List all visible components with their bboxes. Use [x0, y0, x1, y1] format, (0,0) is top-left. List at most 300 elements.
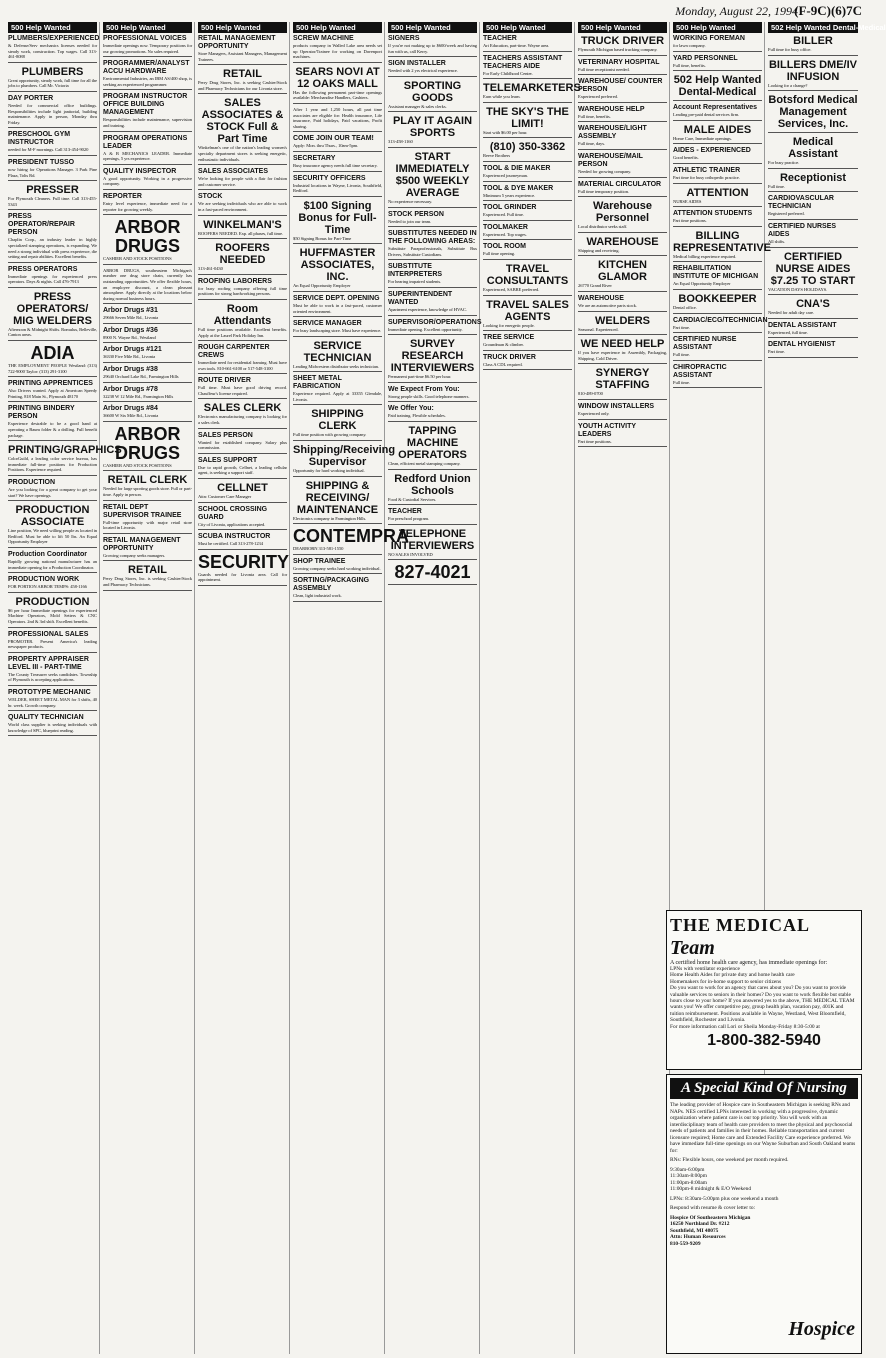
- classified-ad: [483, 35, 572, 52]
- ad-heading: We Expect From You:: [388, 385, 460, 393]
- classified-ad: [103, 307, 192, 324]
- ad-body: Registered preferred.: [768, 211, 805, 217]
- classified-ad: [768, 251, 858, 296]
- nursing-apply: Respond with resume & cover letter to:: [670, 1205, 756, 1211]
- ad-heading: QUALITY TECHNICIAN: [8, 714, 84, 722]
- ad-body: Full time position with growing company.: [293, 432, 367, 438]
- ad-divider: [578, 149, 667, 150]
- classified-ad: [8, 35, 100, 63]
- ad-heading: (810) 350-3362: [489, 141, 566, 154]
- nursing-address-line: 810-559-9209: [670, 1240, 701, 1247]
- ad-body: for lawn company.: [673, 43, 706, 48]
- classified-ad: [768, 172, 858, 193]
- ad-divider: [768, 90, 858, 91]
- classified-ad: [578, 295, 667, 312]
- nursing-address: [670, 1215, 858, 1248]
- ad-body: Local distributor seeks staff.: [578, 224, 628, 230]
- ad-heading: Arbor Drugs #36: [103, 326, 158, 334]
- ad-heading: SHEET METAL FABRICATION: [293, 375, 342, 391]
- ad-heading: Medical Assistant: [788, 136, 838, 161]
- ad-divider: [578, 74, 667, 75]
- ad-divider: [293, 62, 382, 63]
- ad-body: An Equal Opportunity Employer: [673, 281, 731, 287]
- classified-ad: [388, 425, 477, 470]
- classified-ad: [8, 213, 97, 262]
- ad-divider: [293, 103, 382, 104]
- ad-heading: SPORTING GOODS: [403, 79, 462, 104]
- ad-divider: [8, 735, 97, 736]
- ad-body: Full time receptionist needed.: [578, 66, 630, 72]
- classified-ad: [293, 66, 382, 104]
- ad-heading: YARD PERSONNEL: [673, 54, 738, 62]
- ad-body: World class supplier is seeking individuals with knowledge of SPC, blueprint reading.: [8, 722, 97, 733]
- ad-heading: Redford Union Schools: [394, 472, 471, 497]
- ad-divider: [293, 404, 382, 405]
- ad-heading: PROFESSIONAL SALES: [8, 630, 89, 638]
- ad-divider: [483, 239, 572, 240]
- ad-heading: SUPERINTENDENT WANTED: [388, 290, 453, 306]
- ad-divider: [578, 334, 667, 335]
- ad-body: Start with $6.00 per hour.: [483, 129, 528, 135]
- ad-divider: [388, 504, 477, 505]
- classified-ad: [198, 482, 287, 503]
- classified-column: [576, 22, 670, 1354]
- ad-body: All shifts.: [768, 238, 786, 244]
- ad-heading: Receptionist: [779, 171, 846, 184]
- ad-heading: PRODUCTION: [15, 595, 90, 608]
- ad-divider: [103, 264, 192, 265]
- ad-divider: [198, 164, 287, 165]
- ad-divider: [8, 710, 97, 711]
- ad-divider: [198, 189, 287, 190]
- ad-divider: [103, 421, 192, 422]
- classified-ad: [198, 344, 287, 374]
- ad-divider: [768, 55, 858, 56]
- classified-ad: [293, 375, 382, 405]
- ad-heading: CONTEMPRA: [293, 526, 409, 547]
- classified-ad: [673, 293, 762, 314]
- ad-heading: PROGRAM INSTRUCTOR OFFICE BUILDING MANAGEMENT: [103, 93, 188, 117]
- ad-divider: [578, 399, 667, 400]
- ad-divider: [198, 428, 287, 429]
- ad-heading: SCREW MACHINE: [293, 35, 354, 42]
- ad-body: 36600 W Six Mile Rd., Livonia: [103, 413, 159, 419]
- ad-body: Apartment experience, knowledge of HVAC.: [388, 306, 467, 312]
- ad-heading: SCHOOL CROSSING GUARD: [198, 505, 268, 521]
- medical-team-contact: For more information call Lori or Sheila Monday-Friday 8:30-5:00 at: [670, 1023, 820, 1030]
- ad-heading: START IMMEDIATELY $500 WEEKLY AVERAGE: [395, 150, 470, 199]
- ad-divider: [768, 132, 858, 133]
- ad-heading: WAREHOUSE/MAIL PERSON: [578, 152, 643, 168]
- classified-ad: [578, 181, 667, 198]
- ad-heading: SERVICE DEPT. OPENING: [293, 294, 380, 302]
- ad-body: Needed for large sporting goods store. Full or part-time. Apply in person.: [103, 486, 192, 498]
- classified-ad: [768, 94, 858, 133]
- classified-ad: [8, 504, 97, 548]
- ad-divider: [483, 295, 572, 296]
- ad-divider: [483, 259, 572, 260]
- ad-body: Needed for commercial office buildings. Responsibilities include light janitorial, building maintenance. Apply in person, Monday thru Friday.: [8, 102, 97, 125]
- classified-column: [101, 22, 195, 1354]
- ad-body: Experience required. Apply at 33355 Glendale, Livonia.: [293, 391, 382, 402]
- ad-divider: [8, 91, 97, 92]
- classified-ad: [8, 380, 97, 402]
- ad-body: Earn while you learn.: [483, 94, 521, 100]
- ad-body: Part time.: [673, 324, 690, 330]
- classified-ad: [768, 341, 858, 358]
- ad-divider: [103, 214, 192, 215]
- ad-body: Leading pre-paid dental services firm.: [673, 112, 740, 118]
- ad-divider: [8, 209, 97, 210]
- ad-heading: SUPERVISOR/OPERATIONS: [388, 318, 482, 326]
- ad-divider: [483, 181, 572, 182]
- ad-heading: PRODUCTION ASSOCIATE: [15, 504, 90, 529]
- ad-heading: SHOP TRAINEE: [293, 557, 346, 565]
- classified-ad: [578, 125, 667, 150]
- ad-body: Rapidly growing national manufacturer has an immediate opening for a Production Coordinator.: [8, 558, 97, 570]
- ad-heading: SALES PERSON: [198, 431, 253, 439]
- ad-divider: [293, 316, 382, 317]
- ad-body: Home Care, Immediate openings.: [673, 135, 732, 141]
- ad-divider: [768, 247, 858, 248]
- ad-divider: [388, 559, 477, 560]
- ad-heading: CARDIAC/ECG/TECHNICIAN: [673, 316, 768, 324]
- nursing-body: The leading provider of Hospice care in Southeastern Michigan is seeking RNs and NAPs. NES certified LPNs interested in working with a progressive, dynamic organization where patient care is our top priority. You will work with an interdisciplinary team of health care providers to meet the physical and psychosocial needs of patients and families in their homes. Reliable transportation and current licensure required; Home care and Extended Facility Care experience preferred. We have immediate full-time openings on our Wayne Suburban and South Oakland teams for:: [670, 1102, 856, 1154]
- ad-divider: [483, 220, 572, 221]
- classified-ad: [8, 714, 97, 736]
- ad-divider: [483, 51, 572, 52]
- ad-divider: [198, 299, 287, 300]
- ad-heading: DENTAL ASSISTANT: [768, 321, 837, 329]
- ad-heading: SALES ASSOCIATES: [198, 168, 269, 176]
- ad-heading: VETERINARY HOSPITAL: [578, 58, 660, 66]
- classified-ad: [388, 405, 477, 422]
- classified-ad: [198, 303, 287, 341]
- classified-ad: [198, 242, 287, 275]
- ad-heading: DENTAL HYGIENIST: [768, 341, 836, 349]
- ad-body: ColorGuild, a leading color service bureau, has immediate full-time positions for Production Positions. Experience required.: [8, 456, 97, 473]
- classified-ad: [8, 596, 97, 628]
- ad-divider: [198, 238, 287, 239]
- classified-ad: [293, 35, 382, 63]
- ad-divider: [768, 294, 858, 295]
- ad-divider: [673, 206, 762, 207]
- ad-divider: [483, 161, 572, 162]
- ad-body: FOR PORTION ARBOR TEMPS: 458-1166: [8, 584, 87, 590]
- ad-divider: [293, 476, 382, 477]
- classified-ad: [388, 80, 477, 113]
- ad-body: Store Managers, Assistant Managers, Management Trainees.: [198, 51, 287, 62]
- column-header: 500 Help Wanted: [8, 22, 97, 33]
- ad-divider: [103, 189, 192, 190]
- ad-heading: PRINTING BINDERY PERSON: [8, 405, 75, 421]
- ad-heading: SECURITY OFFICERS: [293, 174, 366, 182]
- ad-divider: [388, 334, 477, 335]
- classified-ad: [483, 55, 572, 80]
- ad-body: & Defense/Serv mechanics licenses needed for steady work, construction. Top wages. Call 313-461-8088: [8, 43, 97, 60]
- classified-ad: [8, 631, 97, 653]
- ad-heading: RETAIL MANAGEMENT OPPORTUNITY: [198, 35, 276, 50]
- ad-heading: BILLERS DME/IV INFUSION: [768, 58, 857, 83]
- ad-body: If you have experience in: Assembly, Packaging, Shipping, Cold Driver.: [578, 350, 667, 361]
- classified-ad: [198, 219, 287, 240]
- ad-divider: [578, 311, 667, 312]
- ad-body: Good benefits.: [673, 155, 699, 161]
- classified-ad: [103, 93, 192, 131]
- classified-ad: [578, 153, 667, 178]
- ad-body: If you're not making up to $600/week and having fun with us, call Kerry.: [388, 43, 477, 54]
- ad-divider: [483, 200, 572, 201]
- ad-divider: [293, 573, 382, 574]
- ad-divider: [673, 100, 762, 101]
- ad-body: No experience necessary.: [388, 198, 433, 204]
- ad-body: Full time.: [673, 352, 690, 358]
- column-header: 500 Help Wanted: [293, 22, 382, 33]
- nursing-shift: 11:30am-8:00pm: [670, 1173, 707, 1179]
- ad-body: for busy roofing company offering full time positions for strong hardworking persons.: [198, 285, 287, 297]
- classified-column: [6, 22, 122, 1354]
- medical-team-openings: [670, 966, 858, 985]
- ad-heading: STOCK: [198, 193, 223, 201]
- ad-body: $6 per hour Immediate openings for experienced Machine Operators, Mold Setters & CNC Operators. 2nd & 3rd shift. Excellent benefits.: [8, 607, 97, 624]
- ad-body: For preschool program.: [388, 516, 430, 522]
- classified-ad: [578, 106, 667, 123]
- ad-body: The County Treasurer seeks candidates. Township of Plymouth is accepting applications.: [8, 671, 97, 683]
- medical-team-ad: [666, 910, 862, 1070]
- ad-divider: [388, 584, 477, 585]
- ad-divider: [103, 342, 192, 343]
- ad-heading: We Offer You:: [388, 405, 434, 413]
- classified-ad: [673, 316, 768, 334]
- classified-ad: [103, 346, 192, 363]
- classified-ad: [388, 291, 477, 316]
- ad-body: Groundman & climber.: [483, 342, 524, 348]
- ad-divider: [293, 171, 382, 172]
- ad-divider: [578, 232, 667, 233]
- page-date: Monday, August 22, 1994: [675, 4, 798, 18]
- ad-heading: TAPPING MACHINE OPERATORS: [398, 424, 467, 461]
- ad-divider: [388, 147, 477, 148]
- ad-divider: [198, 549, 287, 550]
- ad-divider: [483, 78, 572, 79]
- ad-divider: [578, 255, 667, 256]
- ad-divider: [768, 219, 858, 220]
- medical-team-body: Do you want to work for an agency that cares about you? Do you want to provide valuable services to seniors in their homes? Do you want to work flexible but stable hours close to your home? If you answered yes to the above, THE MEDICAL TEAM wants you! We offer competitive pay, group health plan, vacation pay, 401K and tuition reimbursement. Positions available in Wayne, Westland, West Bloomfield, Southfield, Rochester and Livonia.: [670, 985, 855, 1024]
- ad-heading: PROGRAM OPERATIONS LEADER: [103, 134, 188, 150]
- ad-heading: HUFFMASTER ASSOCIATES, INC.: [299, 247, 376, 284]
- ad-heading: TEACHER: [388, 508, 422, 516]
- ad-body: Immediate opening. Excellent opportunity.: [388, 326, 463, 332]
- ad-body: Reeve Brothers: [483, 153, 511, 159]
- ad-body: Full time.: [768, 183, 785, 189]
- ad-divider: [103, 164, 192, 165]
- classified-ad: [293, 526, 409, 555]
- ad-body: Afternoon & Midnight Shifts. Romulus, Belleville, Canton areas.: [8, 326, 98, 338]
- nursing-lpns: LPNs: 8:30am-5:00pm plus one weekend a month: [670, 1195, 779, 1202]
- ad-heading: TOOL & DYE MAKER: [483, 184, 554, 192]
- ad-body: Needed for adult day care.: [768, 310, 814, 316]
- ad-heading: REPORTER: [103, 192, 142, 200]
- ad-body: For Plymouth Cleaners. Full time. Call 313-455-5343: [8, 196, 97, 207]
- ad-divider: [578, 196, 667, 197]
- ad-body: Experienced, SABRE preferred.: [483, 286, 540, 292]
- ad-body: products company in Walled Lake area needs set up Operator/Trainee for working on Davenport machines.: [293, 43, 382, 60]
- classified-ad: [198, 402, 287, 428]
- ad-heading: WE NEED HELP: [580, 338, 665, 351]
- ad-heading: PRINTING APPRENTICES: [8, 380, 93, 388]
- ad-divider: [8, 475, 97, 476]
- ad-divider: [103, 131, 192, 132]
- classified-ad: [768, 35, 858, 56]
- ad-divider: [578, 55, 667, 56]
- ad-body: 36330 Five Mile Rd., Livonia: [103, 354, 156, 360]
- classified-ad: [198, 506, 287, 531]
- ad-body: Art Education, part-time. Wayne area.: [483, 43, 550, 48]
- nursing-shifts: [670, 1167, 858, 1193]
- classified-ad: [578, 315, 667, 336]
- ad-divider: [388, 111, 477, 112]
- ad-body: Immediate openings for experienced press operators. Days & nights. Call 476-7913: [8, 273, 97, 285]
- classified-ad: [103, 386, 192, 403]
- ad-body: For busy practice.: [768, 160, 800, 166]
- ad-heading: KITCHEN GLAMOR: [598, 259, 647, 284]
- classified-ad: [673, 229, 771, 263]
- special-nursing-ad: [666, 1074, 862, 1354]
- classified-ad: [103, 193, 192, 215]
- classified-ad: [673, 336, 762, 361]
- classified-ad: [8, 444, 122, 476]
- ad-divider: [103, 401, 192, 402]
- ad-heading: SYNERGY STAFFING: [595, 367, 650, 392]
- ad-heading: STOCK PERSON: [388, 210, 444, 218]
- hospice-logo: Hospice: [788, 1318, 855, 1340]
- ad-body: Part time.: [768, 349, 785, 355]
- ad-heading: SALES SUPPORT: [198, 456, 258, 464]
- column-header: 500 Help Wanted: [103, 22, 192, 33]
- classified-ad: [103, 268, 192, 305]
- ad-divider: [483, 369, 572, 370]
- medical-opening-line: Home Health Aides for private duty and home health care: [670, 972, 795, 979]
- ad-heading: TOOL & DIE MAKER: [483, 164, 551, 172]
- ad-heading: Account Representatives: [673, 104, 758, 112]
- classified-ad: [198, 97, 287, 165]
- ad-divider: [103, 590, 192, 591]
- ad-heading: QUALITY INSPECTOR: [103, 167, 177, 175]
- ad-body: For Early Childhood Center.: [483, 70, 533, 76]
- classified-ad: [8, 95, 97, 128]
- ad-divider: [8, 572, 97, 573]
- classified-ad: [103, 168, 192, 190]
- ad-divider: [198, 478, 287, 479]
- ad-body: Seasonal. Experienced.: [578, 326, 619, 332]
- ad-body: Industrial locations in Wayne, Livonia, Southfield, Redford.: [293, 182, 382, 194]
- ad-heading: PROGRAMMER/ANALYST ACCU HARDWARE: [103, 60, 190, 76]
- ad-divider: [103, 382, 192, 383]
- ad-divider: [293, 243, 382, 244]
- ad-heading: WINDOW INSTALLERS: [578, 402, 655, 410]
- classified-ad: [578, 367, 667, 400]
- ad-divider: [673, 332, 762, 333]
- ad-body: WELDER, SHEET METAL MAN for 3 shifts, 40 hr. week. Growth company.: [8, 696, 97, 708]
- ad-divider: [388, 382, 477, 383]
- ad-body: 29666 Seven Mile Rd., Livonia: [103, 315, 159, 321]
- classified-ad: [103, 405, 192, 422]
- ad-divider: [578, 121, 667, 122]
- ad-divider: [198, 93, 287, 94]
- ad-body: Must be certified. Call 313-278-1234: [198, 541, 263, 547]
- ad-body: Experienced only.: [578, 410, 610, 416]
- classified-ad: [768, 59, 858, 92]
- ad-body: Full time for busy office.: [768, 47, 812, 52]
- classified-ad: [8, 656, 97, 686]
- nursing-rns: RNs: Flexible hours, one weekend per month required.: [670, 1157, 789, 1163]
- ad-divider: [8, 627, 97, 628]
- classified-ad: [388, 35, 477, 57]
- ad-divider: [198, 502, 287, 503]
- ad-heading: PRODUCTION: [8, 479, 56, 486]
- ad-heading: TREE SERVICE: [483, 334, 535, 342]
- ad-heading: Arbor Drugs #31: [103, 307, 158, 315]
- ad-heading: PROPERTY APPRAISER LEVEL III - PART-TIME: [8, 655, 89, 671]
- ad-divider: [8, 401, 97, 402]
- ad-body: Immediate need for residential framing. Must have own tools. 810-661-6100 or 517-548-3100: [198, 360, 287, 371]
- ad-heading: SEARS NOVI AT 12 OAKS MALL: [295, 65, 380, 90]
- classified-ad: [768, 223, 858, 248]
- ad-heading: TRAVEL CONSULTANTS: [486, 262, 569, 287]
- ad-divider: [768, 357, 858, 358]
- ad-divider: [673, 51, 762, 52]
- ad-heading: ADIA: [30, 343, 75, 364]
- ad-heading: YOUTH ACTIVITY LEADERS: [578, 422, 636, 438]
- ad-heading: ROOFING LABORERS: [198, 277, 272, 285]
- classified-ad: [8, 66, 97, 92]
- ad-body: Looking for a change?: [768, 82, 808, 88]
- classified-ad: [8, 689, 97, 711]
- ad-body: Plymouth Michigan based trucking company.: [578, 47, 658, 52]
- ad-divider: [673, 360, 762, 361]
- ad-heading: RETAIL DEPT SUPERVISOR TRAINEE: [103, 503, 182, 519]
- nursing-address-line: 16250 Northland Dr. #212: [670, 1221, 730, 1227]
- classified-ad: [103, 135, 192, 165]
- ad-divider: [388, 315, 477, 316]
- ad-heading: ARBOR DRUGS: [114, 217, 181, 257]
- ad-heading: ATHLETIC TRAINER: [673, 166, 741, 174]
- classified-ad: [673, 265, 762, 290]
- ad-body: We are seeking individuals who are able to work in a fast-paced environment.: [198, 201, 287, 212]
- ad-body: PROMOTER. Present America's leading newspaper products.: [8, 638, 97, 650]
- ad-body: Winkelman's one of the nation's leading women's specialty department stores is seeking energetic, enthusiastic individuals.: [198, 145, 287, 162]
- classified-column: [196, 22, 290, 1354]
- ad-heading: ROOFERS NEEDED: [215, 242, 270, 267]
- classified-ad: [293, 295, 382, 317]
- ad-heading: BOOKKEEPER: [678, 292, 757, 305]
- ad-divider: [8, 262, 97, 263]
- ad-divider: [388, 76, 477, 77]
- ad-heading: SECURITY: [198, 551, 290, 572]
- ad-divider: [388, 401, 477, 402]
- classified-ad: [388, 528, 477, 561]
- ad-body: Electronics company in Farmington Hills.: [293, 515, 367, 521]
- ad-divider: [293, 523, 382, 524]
- ad-heading: PRESS OPERATOR/REPAIR PERSON: [8, 213, 75, 237]
- ad-divider: [578, 446, 667, 447]
- classified-ad: [293, 155, 382, 172]
- classified-ad: [388, 60, 477, 77]
- classified-ad: [578, 423, 667, 448]
- ad-heading: TEACHER: [483, 35, 517, 42]
- ad-body: Opportunity for hard working individual.: [293, 468, 365, 474]
- ad-body: Entry level experience, immediate need for a reporter for growing weekly.: [103, 200, 192, 212]
